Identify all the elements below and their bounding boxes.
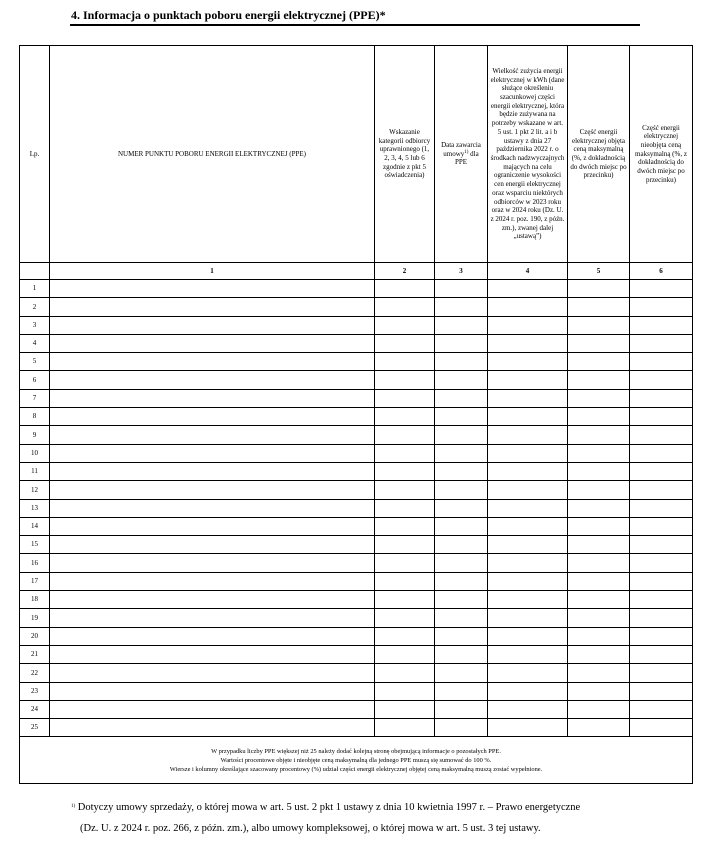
table-row [20,664,693,682]
consumption-cell[interactable] [488,554,568,572]
category-cell[interactable] [375,700,435,718]
contract-date-cell[interactable] [435,298,488,316]
row-number: 2 [20,298,50,316]
contract-date-cell[interactable] [435,280,488,298]
contract-date-cell[interactable] [435,334,488,352]
consumption-cell[interactable] [488,517,568,535]
ppe-number-cell[interactable] [50,353,375,371]
consumption-cell[interactable] [488,280,568,298]
row-number: 1 [20,280,50,298]
contract-date-cell[interactable] [435,664,488,682]
header-covered-share [568,46,630,263]
contract-date-cell[interactable] [435,426,488,444]
covered-share-cell[interactable] [568,664,630,682]
consumption-cell[interactable] [488,462,568,480]
table-row [20,444,693,462]
covered-share-cell[interactable] [568,572,630,590]
footnote-line-2: (Dz. U. z 2024 r. poz. 266, z późn. zm.), albo umowy kompleksowej, o której mowa w art. 5 ust. 3 tej ustawy. [80,823,541,834]
header-ppe-number: NUMER PUNKTU POBORU ENERGII ELEKTRYCZNEJ (PPE) [50,46,375,263]
category-cell[interactable] [375,371,435,389]
header-uncovered-share-text: Część energii elektrycznej nieobjęta ceną maksymalną (%, z dokładnością do dwóch miejsc po przecinku) [635,123,687,184]
contract-date-cell[interactable] [435,682,488,700]
category-cell[interactable] [375,664,435,682]
row-number: 11 [20,462,50,480]
footnote-marker: 1) [71,804,76,809]
consumption-cell[interactable] [488,682,568,700]
uncovered-share-cell[interactable] [630,371,693,389]
row-number: 19 [20,609,50,627]
ppe-number-cell[interactable] [50,316,375,334]
contract-date-cell[interactable] [435,481,488,499]
header-uncovered-share [630,46,693,263]
ppe-number-cell[interactable] [50,645,375,663]
contract-date-cell[interactable] [435,645,488,663]
consumption-cell[interactable] [488,645,568,663]
uncovered-share-cell[interactable] [630,462,693,480]
uncovered-share-cell[interactable] [630,316,693,334]
covered-share-cell[interactable] [568,517,630,535]
uncovered-share-cell[interactable] [630,517,693,535]
consumption-cell[interactable] [488,627,568,645]
uncovered-share-cell[interactable] [630,481,693,499]
ppe-number-cell[interactable] [50,554,375,572]
uncovered-share-cell[interactable] [630,664,693,682]
covered-share-cell[interactable] [568,389,630,407]
covered-share-cell[interactable] [568,499,630,517]
column-number: 3 [435,263,488,280]
ppe-number-cell[interactable] [50,682,375,700]
row-number: 12 [20,481,50,499]
header-consumption [488,46,568,263]
category-cell[interactable] [375,462,435,480]
row-number: 15 [20,536,50,554]
ppe-number-cell[interactable] [50,627,375,645]
table-row [20,426,693,444]
contract-date-cell[interactable] [435,700,488,718]
uncovered-share-cell[interactable] [630,554,693,572]
covered-share-cell[interactable] [568,408,630,426]
table-row [20,682,693,700]
uncovered-share-cell[interactable] [630,719,693,737]
ppe-number-cell[interactable] [50,408,375,426]
ppe-number-cell[interactable] [50,700,375,718]
ppe-table [19,45,693,784]
covered-share-cell[interactable] [568,700,630,718]
consumption-cell[interactable] [488,353,568,371]
covered-share-cell[interactable] [568,609,630,627]
consumption-cell[interactable] [488,536,568,554]
consumption-cell[interactable] [488,298,568,316]
category-cell[interactable] [375,682,435,700]
ppe-number-cell[interactable] [50,536,375,554]
table-row [20,591,693,609]
covered-share-cell[interactable] [568,481,630,499]
covered-share-cell[interactable] [568,280,630,298]
row-number: 23 [20,682,50,700]
category-cell[interactable] [375,408,435,426]
header-contract-date [435,46,488,263]
ppe-number-cell[interactable] [50,572,375,590]
uncovered-share-cell[interactable] [630,700,693,718]
uncovered-share-cell[interactable] [630,408,693,426]
ppe-number-cell[interactable] [50,280,375,298]
category-cell[interactable] [375,609,435,627]
uncovered-share-cell[interactable] [630,591,693,609]
table-row [20,408,693,426]
uncovered-share-cell[interactable] [630,353,693,371]
category-cell[interactable] [375,298,435,316]
uncovered-share-cell[interactable] [630,627,693,645]
consumption-cell[interactable] [488,371,568,389]
ppe-number-cell[interactable] [50,389,375,407]
covered-share-cell[interactable] [568,353,630,371]
column-number-row [20,263,693,280]
covered-share-cell[interactable] [568,316,630,334]
covered-share-cell[interactable] [568,645,630,663]
contract-date-cell[interactable] [435,536,488,554]
ppe-number-cell[interactable] [50,499,375,517]
contract-date-cell[interactable] [435,371,488,389]
category-cell[interactable] [375,353,435,371]
row-number: 7 [20,389,50,407]
row-number: 13 [20,499,50,517]
contract-date-cell[interactable] [435,554,488,572]
row-number: 16 [20,554,50,572]
contract-date-cell[interactable] [435,591,488,609]
row-number: 10 [20,444,50,462]
table-row [20,481,693,499]
table-row [20,609,693,627]
row-number: 22 [20,664,50,682]
row-number: 20 [20,627,50,645]
category-cell[interactable] [375,481,435,499]
row-number: 25 [20,719,50,737]
row-number: 4 [20,334,50,352]
contract-date-cell[interactable] [435,627,488,645]
column-number: 2 [375,263,435,280]
column-number: 4 [488,263,568,280]
category-cell[interactable] [375,645,435,663]
contract-date-cell[interactable] [435,719,488,737]
covered-share-cell[interactable] [568,682,630,700]
column-number-empty [20,263,50,280]
header-lp: Lp. [20,46,50,263]
contract-date-cell[interactable] [435,462,488,480]
table-row [20,554,693,572]
row-number: 17 [20,572,50,590]
row-number: 21 [20,645,50,663]
uncovered-share-cell[interactable] [630,682,693,700]
consumption-cell[interactable] [488,572,568,590]
uncovered-share-cell[interactable] [630,536,693,554]
covered-share-cell[interactable] [568,591,630,609]
category-cell[interactable] [375,316,435,334]
category-cell[interactable] [375,426,435,444]
consumption-cell[interactable] [488,719,568,737]
section-title: 4. Informacja o punktach poboru energii elektrycznej (PPE)* [71,8,386,22]
title-underline [70,24,640,26]
row-number: 18 [20,591,50,609]
table-row [20,700,693,718]
ppe-number-cell[interactable] [50,371,375,389]
contract-date-cell[interactable] [435,389,488,407]
table-row [20,645,693,663]
table-row [20,499,693,517]
row-number: 8 [20,408,50,426]
column-number: 6 [630,263,693,280]
table-row [20,316,693,334]
table-row [20,298,693,316]
header-category-text: Wskazanie kategorii odbiorcy uprawnionego (1, 2, 3, 4, 5 lub 6 zgodnie z pkt 5 oświadczenia) [378,127,431,180]
covered-share-cell[interactable] [568,444,630,462]
category-cell[interactable] [375,280,435,298]
uncovered-share-cell[interactable] [630,572,693,590]
consumption-cell[interactable] [488,334,568,352]
category-cell[interactable] [375,554,435,572]
category-cell[interactable] [375,719,435,737]
row-number: 24 [20,700,50,718]
ppe-number-cell[interactable] [50,426,375,444]
ppe-number-cell[interactable] [50,591,375,609]
covered-share-cell[interactable] [568,334,630,352]
table-row [20,280,693,298]
uncovered-share-cell[interactable] [630,334,693,352]
uncovered-share-cell[interactable] [630,645,693,663]
contract-date-cell[interactable] [435,408,488,426]
ppe-number-cell[interactable] [50,481,375,499]
table-row [20,719,693,737]
column-number: 5 [568,263,630,280]
covered-share-cell[interactable] [568,554,630,572]
consumption-cell[interactable] [488,444,568,462]
uncovered-share-cell[interactable] [630,280,693,298]
table-body [20,280,693,737]
covered-share-cell[interactable] [568,462,630,480]
table-row [20,353,693,371]
contract-date-cell[interactable] [435,499,488,517]
uncovered-share-cell[interactable] [630,499,693,517]
ppe-number-cell[interactable] [50,462,375,480]
column-number: 1 [50,263,375,280]
note-cell [20,737,693,784]
category-cell[interactable] [375,444,435,462]
table-row [20,572,693,590]
covered-share-cell[interactable] [568,719,630,737]
category-cell[interactable] [375,334,435,352]
category-cell[interactable] [375,627,435,645]
uncovered-share-cell[interactable] [630,426,693,444]
uncovered-share-cell[interactable] [630,389,693,407]
footnote-text-1: Dotyczy umowy sprzedaży, o której mowa w art. 5 ust. 2 pkt 1 ustawy z dnia 10 kwietnia 1997 r. – Prawo energetyczne [75,802,581,813]
header-contract-date-b: dla PPE [454,149,479,167]
row-number: 3 [20,316,50,334]
uncovered-share-cell[interactable] [630,609,693,627]
note-line: W przypadku liczby PPE większej niż 25 należy dodać kolejną stronę obejmującą informacje o pozostałych PPE. [211,747,501,755]
contract-date-cell[interactable] [435,572,488,590]
contract-date-cell[interactable] [435,316,488,334]
header-row [20,46,693,263]
covered-share-cell[interactable] [568,627,630,645]
ppe-number-cell[interactable] [50,334,375,352]
table-row [20,536,693,554]
contract-date-cell[interactable] [435,353,488,371]
footnote-line-1 [71,801,691,815]
table-row [20,371,693,389]
ppe-number-cell[interactable] [50,298,375,316]
header-covered-share-text: Część energii elektrycznej objęta ceną maksymalną (%, z dokładnością do dwóch miejsc po przecinku) [570,127,627,180]
note-line: Wartości procentowe objęte i nieobjęte ceną maksymalną dla jednego PPE muszą się sumować do 100 %. [220,756,492,764]
ppe-number-cell[interactable] [50,609,375,627]
row-number: 5 [20,353,50,371]
covered-share-cell[interactable] [568,298,630,316]
uncovered-share-cell[interactable] [630,444,693,462]
contract-date-cell[interactable] [435,517,488,535]
consumption-cell[interactable] [488,664,568,682]
table-row [20,627,693,645]
header-consumption-text: Wielkość zużycia energii elektrycznej w kWh (dane służące określeniu szacunkowej części energii elektrycznej, która będzie zużywana na potrzeby wskazane w art. 5 ust. 1 pkt 2 lit. a i b ustawy z dnia 27 października 2022 r. o środkach nadzwyczajnych mających na celu ograniczenie wysokości cen energii elektrycznej oraz wsparciu niektórych odbiorców w 2023 roku oraz w 2024 roku (Dz. U. z 2024 r. poz. 190, z późn. zm.), zwanej dalej „ustawą”) [490,66,565,241]
consumption-cell[interactable] [488,700,568,718]
consumption-cell[interactable] [488,408,568,426]
covered-share-cell[interactable] [568,536,630,554]
header-category [375,46,435,263]
contract-date-cell[interactable] [435,444,488,462]
consumption-cell[interactable] [488,389,568,407]
category-cell[interactable] [375,517,435,535]
covered-share-cell[interactable] [568,371,630,389]
table-row [20,334,693,352]
row-number: 9 [20,426,50,444]
covered-share-cell[interactable] [568,426,630,444]
category-cell[interactable] [375,591,435,609]
footnote-ref: 1) [464,149,469,155]
ppe-number-cell[interactable] [50,444,375,462]
table-row [20,389,693,407]
row-number: 6 [20,371,50,389]
uncovered-share-cell[interactable] [630,298,693,316]
table-row [20,517,693,535]
ppe-number-cell[interactable] [50,517,375,535]
header-contract-date-a: Data zawarcia umowy [441,140,481,158]
consumption-cell[interactable] [488,426,568,444]
category-cell[interactable] [375,536,435,554]
category-cell[interactable] [375,572,435,590]
category-cell[interactable] [375,389,435,407]
note-line: Wiersze i kolumny określające szacowany procentowy (%) udział części energii elektrycznej objętej ceną maksymalną muszą zostać wypełnione. [169,765,543,773]
consumption-cell[interactable] [488,481,568,499]
table-row [20,462,693,480]
consumption-cell[interactable] [488,499,568,517]
consumption-cell[interactable] [488,591,568,609]
ppe-number-cell[interactable] [50,719,375,737]
ppe-number-cell[interactable] [50,664,375,682]
category-cell[interactable] [375,499,435,517]
row-number: 14 [20,517,50,535]
consumption-cell[interactable] [488,316,568,334]
note-row [20,737,693,784]
contract-date-cell[interactable] [435,609,488,627]
consumption-cell[interactable] [488,609,568,627]
